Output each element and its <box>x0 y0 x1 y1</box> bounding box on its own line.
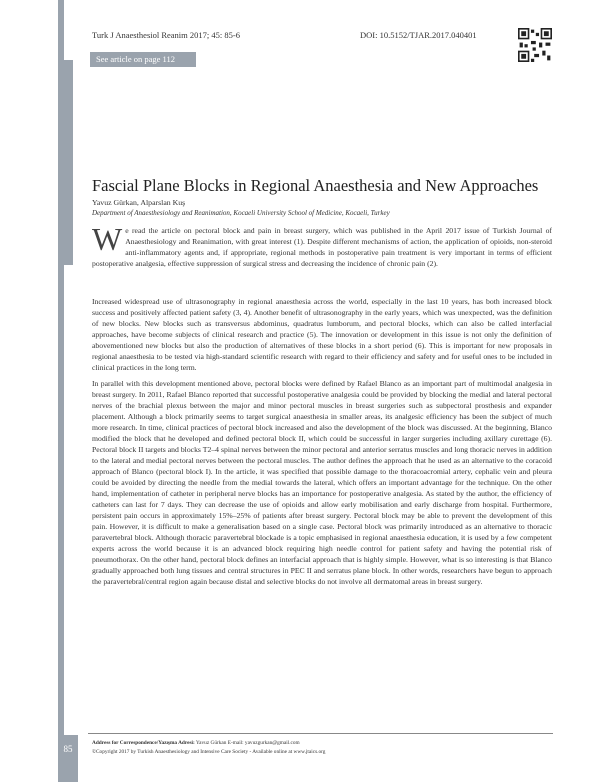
intro-paragraph <box>92 221 552 269</box>
body-paragraph-2 <box>92 296 552 373</box>
qr-code-icon <box>518 28 552 62</box>
section-label: Editorial Comment <box>94 118 104 192</box>
page-number: 85 <box>63 744 73 754</box>
address-value: Yavuz Gürkan E-mail: yavuzgurkan@gmail.com <box>195 740 300 746</box>
correspondence-address <box>92 740 300 746</box>
address-label: Address for Correspondence/Yazışma Adresi: <box>92 740 195 746</box>
authors: Yavuz Gürkan, Alparslan Kuş <box>92 198 186 207</box>
body-paragraph-3 <box>92 378 552 587</box>
see-article-link[interactable]: See article on page 112 <box>90 52 196 67</box>
intro-text: e read the article on pectoral block and pain in breast surgery, which was published in the April 2017 issue of Turkish Journal of Anaesthesiology and Reanimation, with great interest (1). Despite different mechanisms of action, the application of opioids, non-steroid anti-inflammatory agents and, if appropriate, regional methods in postoperative pain treatment is very important in terms of efficient postoperative analgesia, effective suppression of surgical stress and decreasing the incidence of chronic pain (2). <box>92 226 552 268</box>
footer-divider <box>88 733 553 734</box>
copyright: ©Copyright 2017 by Turkish Anaesthesiology and Intensive Care Society - Available online at www.jtaics.org <box>92 749 326 755</box>
left-margin <box>0 0 58 782</box>
affiliation: Department of Anaesthesiology and Reanimation, Kocaeli University School of Medicine, Kocaeli, Turkey <box>92 209 390 217</box>
doi[interactable]: DOI: 10.5152/TJAR.2017.040401 <box>360 30 477 40</box>
paragraph-text: In parallel with this development mentioned above, pectoral blocks were defined by Rafael Blanco as an important part of multimodal analgesia in breast surgery. In 2011, Rafael Blanco reported that successful postoperative analgesia could be provided by blocking the medial and lateral pectoral nerves of the brachial plexus between the major and minor pectoral muscles in breast surgeries such as subpectoral prosthesis and expander placement. Although a block primarily seems to target surgical anaesthesia in smaller areas, its analgesic efficiency has been the subject of much more research. In time, clinical practices of pectoral block increased and also the development of the block was discussed. At the beginning, Blanco modified the block that he developed and defined pectoral block II, which could be successful in larger surgeries including axillary curettage (6). Pectoral block II targets and blocks T2–4 spinal nerves between the minor pectoral and anterior serratus muscles and long thoracic nerves in addition to the lateral and medial pectoral nerves between the pectoral muscles. The author defines the approach that he used as an alternative to the coracoid approach of Blanco (pectoral block I). In the article, it was specified that possible damage to the thoracoacromial artery, cephalic vein and pleura could be avoided by directing the needle from the medial towards the lateral, which offers an important advantage for the technique. On the other hand, implementation of catheter in peripheral nerve blocks has an importance for postoperative analgesia. As stated by the author, the efficiency of catheters can last for 7 days. They can decrease the use of opioids and allow early mobilisation and early discharge from hospital. Furthermore, persistent pain occurs in approximately 15%–25% of patients after breast surgery. Pectoral block may be able to prevent the development of this pain. However, it is difficult to make a generalisation based on a single case. Pectoral block was primarily introduced as an alternative to thoracic paravertebral block. Although thoracic paravertebral blockade is a topic emphasised in regional anaesthesia education, it is used by a few competent experts across the world because it is an advanced block requiring high needle control for patient safety and having the potential risk of pneumothorax. On the other hand, pectoral block defines an interfacial approach that is highly simple. However, what is so interesting is that Blanco gradually approached both lung tissues and central structures in PEC II and serratus plane block. In other words, researchers have begun to approach the paravertebral/central region again because distal and selective blocks do not involve all dermatomal areas in breast surgery. <box>92 379 552 586</box>
drop-cap: W <box>92 221 123 257</box>
article-title: Fascial Plane Blocks in Regional Anaesthesia and New Approaches <box>92 176 539 195</box>
paragraph-text: Increased widespread use of ultrasonography in regional anaesthesia across the world, especially in the last 10 years, has both increased block success and positively affected patient safety (3, 4). Another benefit of ultrasonography in the early years, which was unexpected, was the definition of new blocks. New blocks such as transversus abdominus, quadratus lumborum, and pectoral blocks, which can also be called interfacial approaches, have become subjects of clinical research and practice (5). The innovation or development in this issue is not only the definition of abovementioned new blocks but also the production of alternatives of these blocks in a short period (6). This is important for new proposals in regional anaesthesia to be tested via high-standard scientific research with regard to their efficiency and safety and for useful ones to be included in clinical practices in the long term. <box>92 297 552 372</box>
page-number-tab <box>58 735 78 782</box>
journal-citation: Turk J Anaesthesiol Reanim 2017; 45: 85-6 <box>92 30 240 40</box>
section-tab <box>58 60 73 265</box>
